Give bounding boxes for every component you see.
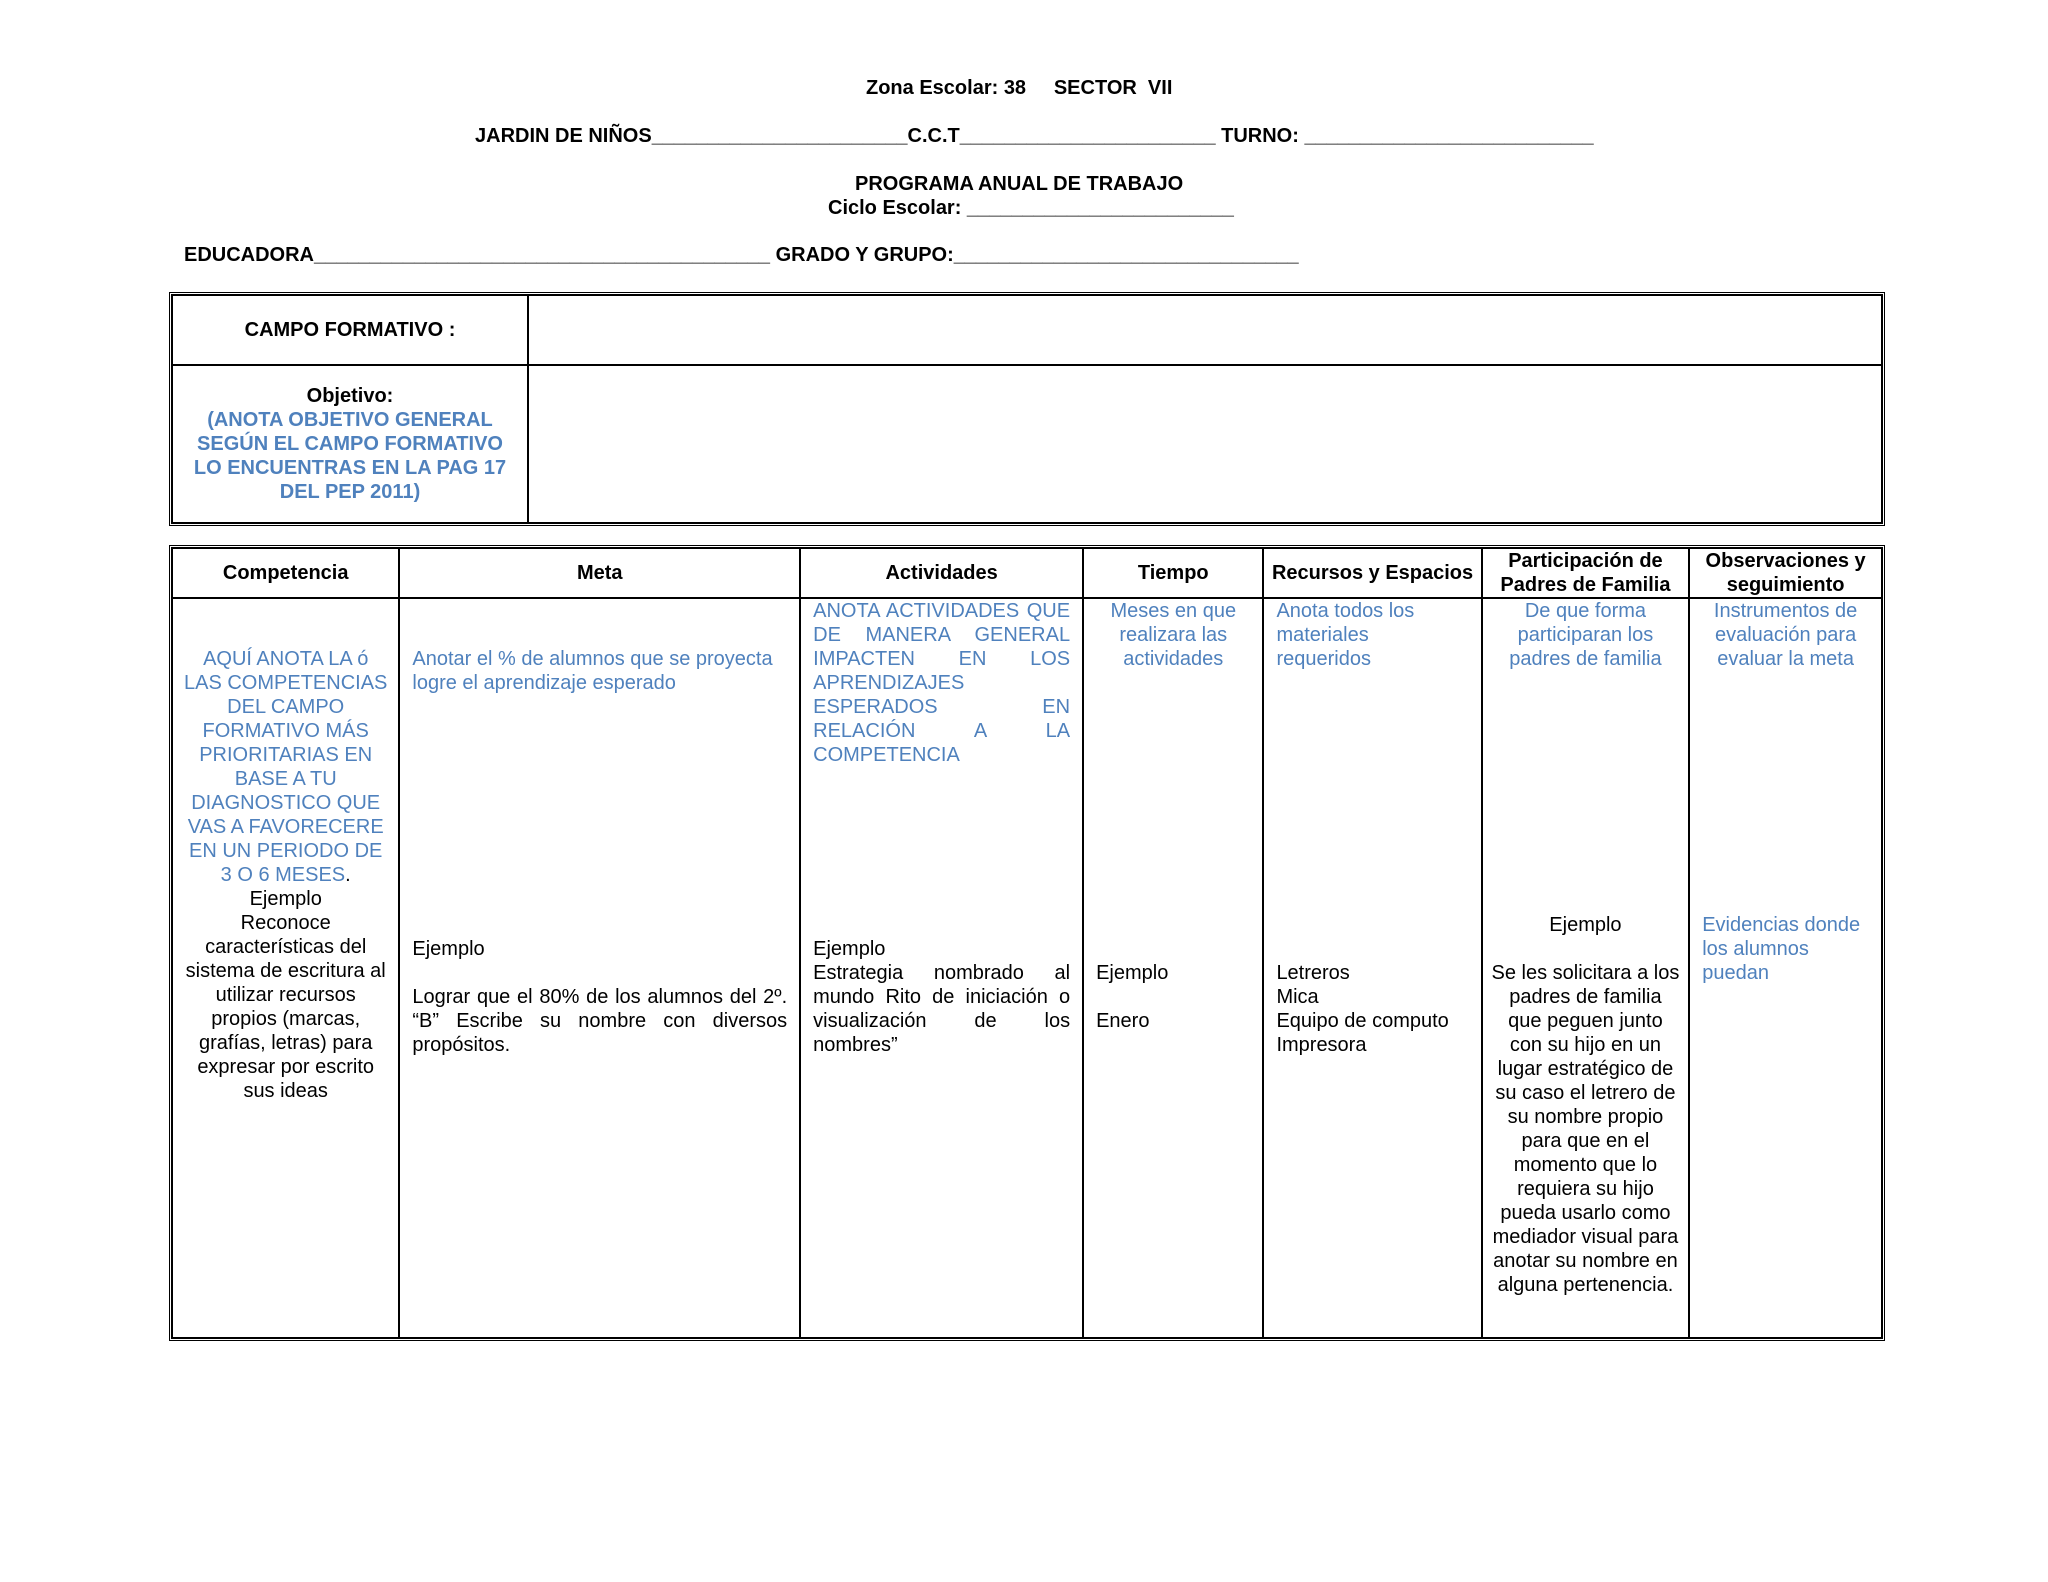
- competencia-example-text: Reconoce características del sistema de escritura al utilizar recursos propios (marcas, grafías, letras) para expresar por escrito sus ideas: [185, 912, 386, 1102]
- campo-formativo-row: [172, 295, 1882, 365]
- meta-instruction: Anotar el % de alumnos que se proyecta logre el aprendizaje esperado: [412, 648, 773, 694]
- objetivo-label: Objetivo:: [306, 385, 394, 407]
- tiempo-example-text: Enero: [1096, 1010, 1150, 1032]
- objetivo-label-cell: [172, 365, 528, 523]
- ciclo-escolar-line: Ciclo Escolar: ________________________: [828, 197, 1234, 219]
- observaciones-cell[interactable]: [1689, 598, 1882, 1338]
- header-actividades: Actividades: [800, 548, 1083, 598]
- header-recursos: Recursos y Espacios: [1263, 548, 1481, 598]
- recursos-instruction: Anota todos los materiales requeridos: [1276, 600, 1415, 670]
- jardin-cct-turno-line: JARDIN DE NIÑOS_______________________C.C.T_______________________ TURNO: __________________________: [475, 125, 1594, 147]
- tiempo-example-label: Ejemplo: [1096, 962, 1169, 984]
- competencia-block: AQUÍ ANOTA LA ó LAS COMPETENCIAS DEL CAMPO FORMATIVO MÁS PRIORITARIAS EN BASE A TU DIAGNOSTICO QUE VAS A FAVORECERE EN UN PERIODO DE 3 O 6 MESES. Ejemplo Reconoce características del sistema de escritura al utilizar recursos propios (marcas, grafías, letras) para expresar por escrito sus ideas: [184, 648, 388, 1102]
- participacion-example-text: Se les solicitara a los padres de familia que peguen junto con su hijo en un lugar estratégico de su caso el letrero de su nombre propio para que en el momento que lo requiera su hijo pueda usarlo como mediador visual para anotar su nombre en alguna pertenencia.: [1491, 962, 1680, 1296]
- header-tiempo: Tiempo: [1083, 548, 1263, 598]
- actividades-cell[interactable]: [800, 598, 1083, 1338]
- objetivo-instruction: (ANOTA OBJETIVO GENERAL SEGÚN EL CAMPO FORMATIVO LO ENCUENTRAS EN LA PAG 17 DEL PEP 2011): [193, 409, 507, 503]
- educadora-grado-line: EDUCADORA_________________________________________ GRADO Y GRUPO:_______________________________: [184, 244, 1299, 266]
- competencia-cell[interactable]: [172, 598, 399, 1338]
- program-title: PROGRAMA ANUAL DE TRABAJO: [855, 173, 1184, 195]
- plan-body-row: [172, 598, 1882, 1338]
- meta-example-label: Ejemplo: [412, 938, 485, 960]
- recursos-cell[interactable]: [1263, 598, 1481, 1338]
- plan-table: [169, 545, 1885, 1341]
- plan-header-row: [172, 548, 1882, 598]
- observaciones-example-text: Evidencias donde los alumnos puedan: [1702, 914, 1861, 984]
- actividades-example-text: Estrategia nombrado al mundo Rito de iniciación o visualización de los nombres”: [813, 962, 1071, 1056]
- participacion-example-label: Ejemplo: [1549, 914, 1622, 936]
- header-meta: Meta: [399, 548, 800, 598]
- actividades-example-label: Ejemplo: [813, 938, 886, 960]
- participacion-instruction: De que forma participaran los padres de familia: [1509, 600, 1662, 670]
- actividades-instruction: ANOTA ACTIVIDADES QUE DE MANERA GENERAL IMPACTEN EN LOS APRENDIZAJES ESPERADOS EN RELACIÓN A LA COMPETENCIA: [813, 600, 1071, 766]
- campo-objetivo-table: [169, 292, 1885, 526]
- recursos-example-text: Letreros Mica Equipo de computo Impresora: [1276, 962, 1449, 1056]
- header-participacion: Participación de Padres de Familia: [1482, 548, 1690, 598]
- objetivo-value[interactable]: [528, 365, 1882, 523]
- tiempo-cell[interactable]: [1083, 598, 1263, 1338]
- participacion-cell[interactable]: [1482, 598, 1690, 1338]
- header-observaciones: Observaciones y seguimiento: [1689, 548, 1882, 598]
- campo-formativo-value[interactable]: [528, 295, 1882, 365]
- observaciones-instruction: Instrumentos de evaluación para evaluar la meta: [1713, 600, 1858, 670]
- meta-cell[interactable]: [399, 598, 800, 1338]
- tiempo-instruction: Meses en que realizara las actividades: [1110, 600, 1237, 670]
- header-competencia: Competencia: [172, 548, 399, 598]
- objetivo-row: [172, 365, 1882, 523]
- zona-escolar-line: Zona Escolar: 38 SECTOR VII: [866, 77, 1173, 99]
- campo-formativo-label: CAMPO FORMATIVO :: [172, 295, 528, 365]
- meta-example-text: Lograr que el 80% de los alumnos del 2º. “B” Escribe su nombre con diversos propósitos.: [412, 986, 788, 1056]
- competencia-instruction: AQUÍ ANOTA LA ó LAS COMPETENCIAS DEL CAMPO FORMATIVO MÁS PRIORITARIAS EN BASE A TU DIAGNOSTICO QUE VAS A FAVORECERE EN UN PERIODO DE 3 O 6 MESES: [184, 648, 388, 886]
- competencia-example-label: Ejemplo: [249, 888, 322, 910]
